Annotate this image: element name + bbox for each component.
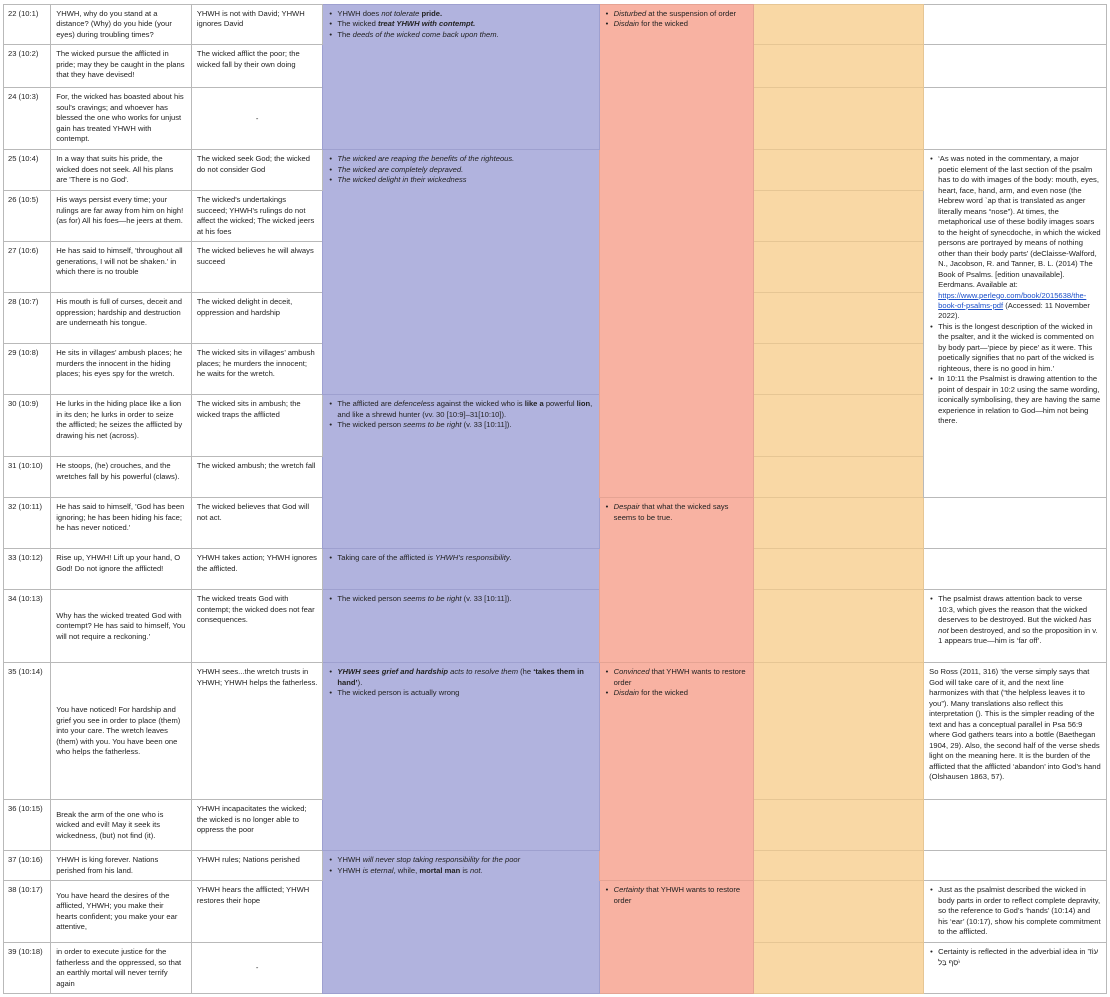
list-item: • The wicked person seems to be right (v. 33 [10:11]). [337, 420, 593, 430]
list-item: • The wicked treat YHWH with contempt. [337, 19, 593, 29]
theology-cell [323, 549, 599, 590]
table-row [4, 549, 1107, 590]
summary-cell: YHWH is not with David; YHWH ignores David [191, 5, 323, 45]
list-item: • The wicked person is actually wrong [337, 688, 593, 698]
verse-ref: 37 (10:16) [4, 851, 51, 881]
empty-cell [754, 344, 924, 395]
table-row [4, 5, 1107, 45]
list-item: • Just as the psalmist described the wicked in body parts in order to reflect complete depravity, so the reference to God’s ‘hands’ (10:14) and his ‘ear’ (10:17), show his complete commitment to the afflicted. [938, 885, 1101, 937]
list-item: • ‘As was noted in the commentary, a major poetic element of the last section of the psalm has to do with images of the body: mouth, eyes, heart, face, hand, arm, and even nose (the Hebrew word `ap that is translated as anger literally means “nose”). At times, the metaphorical use of these bodily images soars to the height of synecdoche, in which the wicked persons are portrayed by means of nothing other than their body parts’ (deClaisse-Walford, N., Jacobson, R. and Tanner, B. L. (2014) The Book of Psalms. [edition unavailable]. Eerdmans. Available at: https://www.perlego.com/book/2015638/the-book-of-psalms-pdf (Accessed: 11 November 2022). [938, 154, 1101, 322]
verse-ref: 39 (10:18) [4, 943, 51, 994]
list-item: • The wicked are completely depraved. [337, 165, 593, 175]
verse-ref: 22 (10:1) [4, 5, 51, 45]
verse-ref: 36 (10:15) [4, 800, 51, 851]
summary-cell: The wicked ambush; the wretch fall [191, 457, 323, 498]
translation-cell: In a way that suits his pride, the wicked does not seek. All his plans are 'There is no God'. [51, 150, 192, 191]
translation-cell: He lurks in the hiding place like a lion in its den; he lurks in order to seize the afflicted; he seizes the afflicted by drawing his net (across). [51, 395, 192, 457]
summary-cell: YHWH takes action; YHWH ignores the afflicted. [191, 549, 323, 590]
list-item: • The wicked person seems to be right (v. 33 [10:11]). [337, 594, 593, 604]
verse-ref: 23 (10:2) [4, 45, 51, 88]
summary-cell: The wicked's undertakings succeed; YHWH’s rulings do not affect the wicked; The wicked jeers at his foes [191, 191, 323, 242]
list-item: • Despair that what the wicked says seems to be true. [614, 502, 749, 523]
table-row [4, 590, 1107, 663]
verse-ref: 25 (10:4) [4, 150, 51, 191]
notes-cell [924, 150, 1107, 498]
list-item: • Taking care of the afflicted is YHWH’s responsibility. [337, 553, 593, 563]
empty-cell [754, 45, 924, 88]
list-item: • Disdain for the wicked [614, 19, 749, 29]
translation-cell: YHWH, why do you stand at a distance? (Why) do you hide (your eyes) during troubling times? [51, 5, 192, 45]
table-row [4, 851, 1107, 881]
translation-cell: Rise up, YHWH! Lift up your hand, O God! Do not ignore the afflicted! [51, 549, 192, 590]
summary-cell: The wicked sits in ambush; the wicked traps the afflicted [191, 395, 323, 457]
translation-cell: YHWH is king forever. Nations perished from his land. [51, 851, 192, 881]
list-item: • Convinced that YHWH wants to restore order [614, 667, 749, 688]
emotion-cell [599, 498, 754, 663]
empty-cell [754, 242, 924, 293]
summary-cell: YHWH rules; Nations perished [191, 851, 323, 881]
empty-cell [754, 191, 924, 242]
notes-cell [924, 800, 1107, 851]
translation-cell: His mouth is full of curses, deceit and oppression; hardship and destruction are underneath his tongue. [51, 293, 192, 344]
summary-cell: The wicked treats God with contempt; the wicked does not fear consequences. [191, 590, 323, 663]
theology-cell [323, 590, 599, 663]
empty-cell [754, 800, 924, 851]
theology-cell [323, 395, 599, 549]
empty-cell [754, 395, 924, 457]
verse-ref: 32 (10:11) [4, 498, 51, 549]
empty-cell [754, 88, 924, 150]
summary-cell: YHWH hears the afflicted; YHWH restores their hope [191, 881, 323, 943]
theology-cell [323, 663, 599, 851]
verse-ref: 27 (10:6) [4, 242, 51, 293]
list-item: • YHWH sees grief and hardship acts to resolve them (he ‘takes them in hand’). [337, 667, 593, 688]
table-row [4, 150, 1107, 191]
translation-cell: He stoops, (he) crouches, and the wretches fall by his powerful (claws). [51, 457, 192, 498]
list-item: • Disdain for the wicked [614, 688, 749, 698]
emotion-cell [599, 5, 754, 498]
verse-ref: 33 (10:12) [4, 549, 51, 590]
notes-cell [924, 549, 1107, 590]
summary-cell: The wicked believes that God will not act. [191, 498, 323, 549]
notes-cell: So Ross (2011, 316) ‘the verse simply says that God will take care of it, and the next line harmonizes with that (“the helpless leaves it to you”). Many translations also reflect this interpretation (). This is the simpler reading of the text and has a conceptual parallel in Psa 56:9 where God gathers tears into a bottle (Baethegan 1904, 29). Also, the second half of the verse sheds light on the meaning here. It is the burden of the afflicted that the afflicted ‘abandon’ into God’s hand (Olshausen 1863, 57). [924, 663, 1107, 800]
summary-cell: YHWH incapacitates the wicked; the wicked is no longer able to oppress the poor [191, 800, 323, 851]
empty-cell [754, 943, 924, 994]
empty-cell [754, 150, 924, 191]
verse-ref: 38 (10:17) [4, 881, 51, 943]
verse-ref: 35 (10:14) [4, 663, 51, 800]
list-item: • Certainty that YHWH wants to restore order [614, 885, 749, 906]
translation-cell: His ways persist every time; your rulings are far away from him on high! (as for) All his foes—he jeers at them. [51, 191, 192, 242]
verse-ref: 34 (10:13) [4, 590, 51, 663]
notes-cell [924, 881, 1107, 943]
empty-cell [754, 498, 924, 549]
empty-cell [754, 881, 924, 943]
notes-cell [924, 88, 1107, 150]
notes-cell [924, 851, 1107, 881]
empty-cell [754, 590, 924, 663]
translation-cell: He has said to himself, 'God has been ignoring; he has been hiding his face; he has never noticed.' [51, 498, 192, 549]
summary-cell: The wicked delight in deceit, oppression and hardship [191, 293, 323, 344]
notes-cell [924, 498, 1107, 549]
list-item: • Certainty is reflected in the adverbial idea in עוֹד יֹסִף בַּל [938, 947, 1101, 968]
emotion-cell [599, 881, 754, 994]
translation-cell: You have heard the desires of the afflicted, YHWH; you make their hearts confident; you make your ear attentive, [51, 881, 192, 943]
verse-ref: 28 (10:7) [4, 293, 51, 344]
list-item: • The wicked delight in their wickedness [337, 175, 593, 185]
translation-cell: He sits in villages’ ambush places; he murders the innocent in the hiding places; his eyes spy for the wretch. [51, 344, 192, 395]
list-item: • The afflicted are defenceless against the wicked who is like a powerful lion, and like a shrewd hunter (vv. 30 [10:9]–31[10:10]). [337, 399, 593, 420]
summary-cell: - [191, 88, 323, 150]
psalm-analysis-table [3, 4, 1107, 994]
list-item: • YHWH will never stop taking responsibility for the poor [337, 855, 593, 865]
list-item: • YHWH is eternal, while, mortal man is not. [337, 866, 593, 876]
empty-cell [754, 549, 924, 590]
translation-cell: For, the wicked has boasted about his soul’s cravings; and whoever has blessed the one who works for unjust gain has treated YHWH with contempt. [51, 88, 192, 150]
table-row [4, 663, 1107, 800]
verse-ref: 29 (10:8) [4, 344, 51, 395]
theology-cell [323, 150, 599, 395]
empty-cell [754, 851, 924, 881]
list-item: • The deeds of the wicked come back upon them. [337, 30, 593, 40]
perlego-link[interactable]: https://www.perlego.com/book/2015638/the-book-of-psalms-pdf [938, 290, 1087, 310]
emotion-cell [599, 663, 754, 881]
empty-cell [754, 5, 924, 45]
empty-cell [754, 293, 924, 344]
summary-cell: YHWH sees...the wretch trusts in YHWH; YHWH helps the fatherless. [191, 663, 323, 800]
notes-cell [924, 943, 1107, 994]
list-item: • The wicked are reaping the benefits of the righteous. [337, 154, 593, 164]
summary-cell: The wicked believes he will always succeed [191, 242, 323, 293]
empty-cell [754, 457, 924, 498]
list-item: • In 10:11 the Psalmist is drawing attention to the point of despair in 10:2 using the same wording, iconically symbolising, they are having the same experience in relation to God—him not being there. [938, 374, 1101, 426]
list-item: • The psalmist draws attention back to verse 10:3, which gives the reason that the wicked deserves to be destroyed. But the wicked has not been destroyed, and so the proposition in v. 1 appears true—him is ‘far off’. [938, 594, 1101, 646]
translation-cell: Why has the wicked treated God with contempt? He has said to himself, You will not require a reckoning.’ [51, 590, 192, 663]
list-item: • YHWH does not tolerate pride. [337, 9, 593, 19]
empty-cell [754, 663, 924, 800]
summary-cell: The wicked afflict the poor; the wicked fall by their own doing [191, 45, 323, 88]
list-item: • This is the longest description of the wicked in the psalter, and it the wicked is commented on by body part—‘piece by piece’ as it were. This poetically signifies that no part of the wicked is righteous, there is no good in him.’ [938, 322, 1101, 374]
translation-cell: Break the arm of the one who is wicked and evil! May it seek its wickedness, (but) not find (it). [51, 800, 192, 851]
theology-cell [323, 851, 599, 994]
summary-cell: The wicked seek God; the wicked do not consider God [191, 150, 323, 191]
translation-cell: The wicked pursue the afflicted in pride; may they be caught in the plans that they have devised! [51, 45, 192, 88]
translation-cell: You have noticed! For hardship and grief you see in order to place (them) into your care. The wretch leaves (them) with you. You have been one who helps the fatherless. [51, 663, 192, 800]
theology-cell [323, 5, 599, 150]
list-item: • Disturbed at the suspension of order [614, 9, 749, 19]
notes-cell [924, 45, 1107, 88]
summary-cell: The wicked sits in villages’ ambush places; he murders the innocent; he waits for the wretch. [191, 344, 323, 395]
translation-cell: He has said to himself, 'throughout all generations, I will not be shaken.' in which there is no trouble [51, 242, 192, 293]
notes-cell [924, 590, 1107, 663]
verse-ref: 24 (10:3) [4, 88, 51, 150]
translation-cell: in order to execute justice for the fatherless and the oppressed, so that an earthly mortal will never terrify again [51, 943, 192, 994]
verse-ref: 31 (10:10) [4, 457, 51, 498]
verse-ref: 30 (10:9) [4, 395, 51, 457]
summary-cell: - [191, 943, 323, 994]
verse-ref: 26 (10:5) [4, 191, 51, 242]
notes-cell [924, 5, 1107, 45]
